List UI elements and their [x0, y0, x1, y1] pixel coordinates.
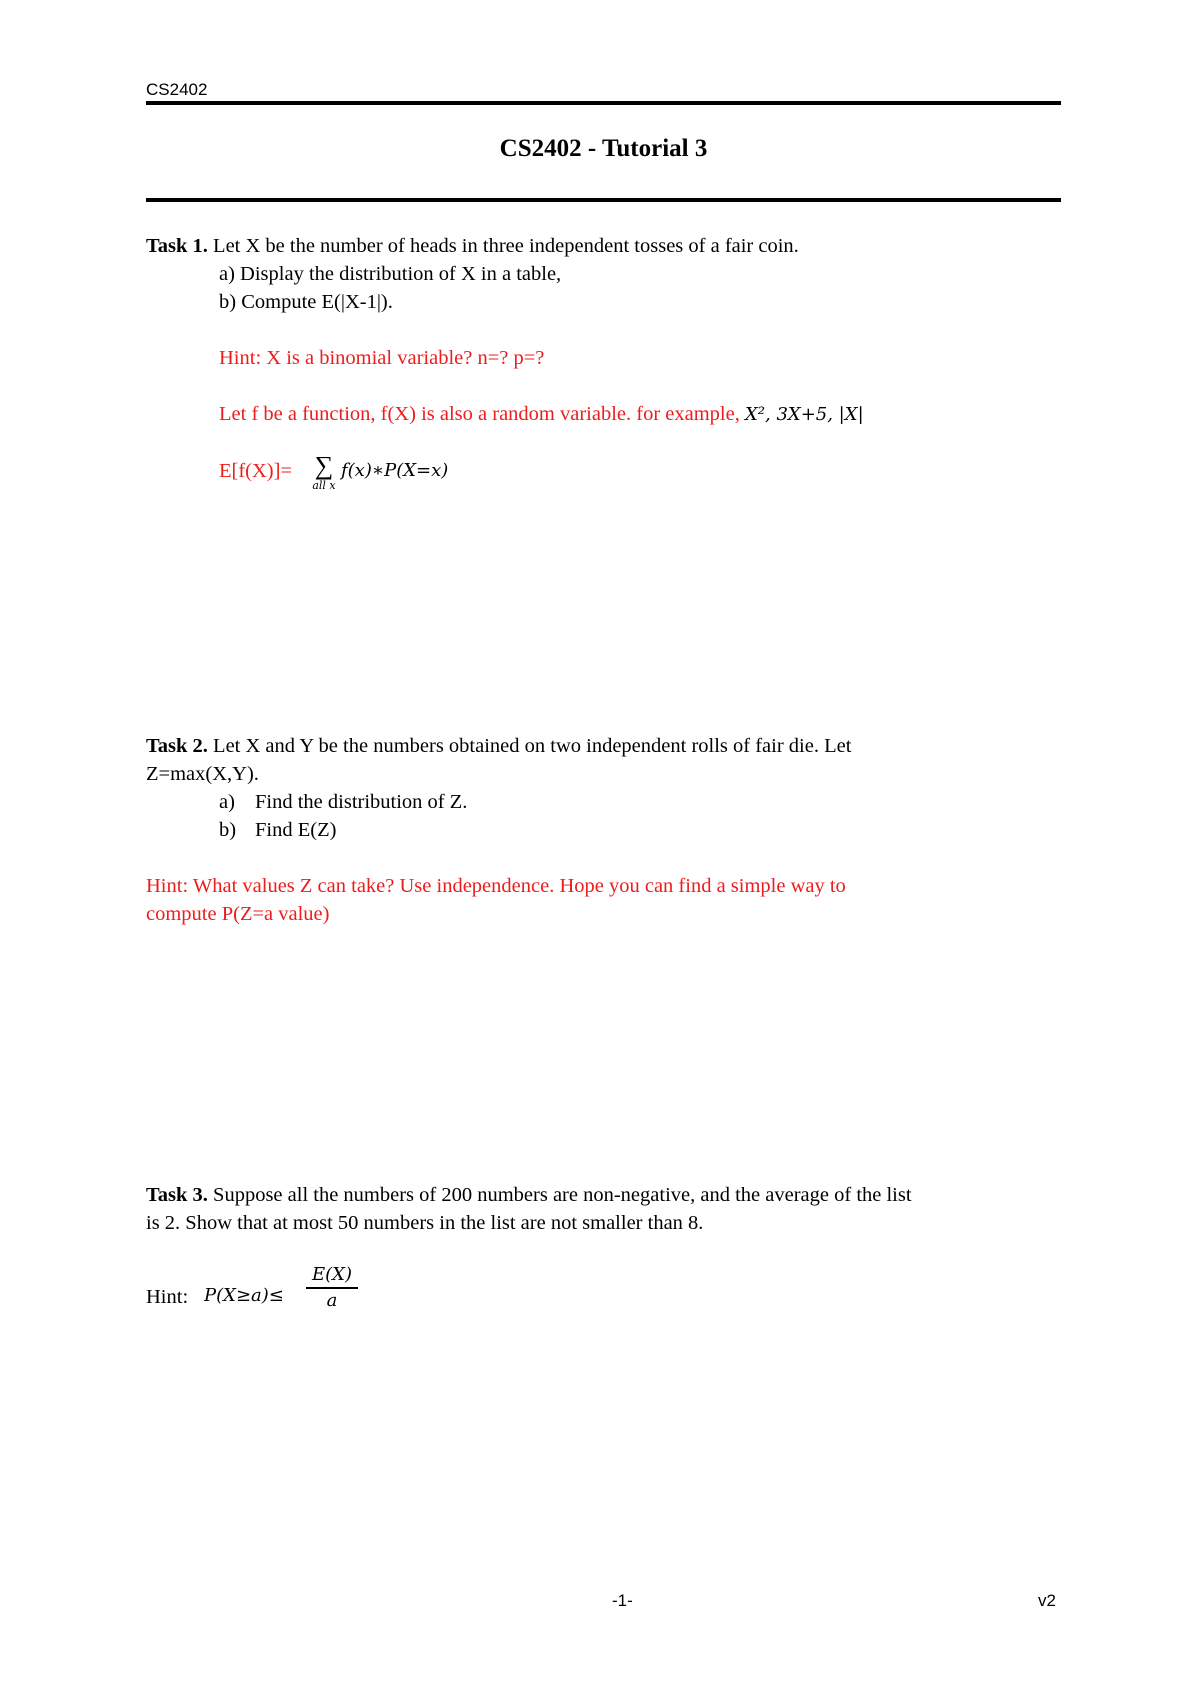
task1-expectation-prefix: E[f(X)]=	[219, 460, 293, 482]
task1-expectation-formula: f(x)∗P(X=x)	[341, 460, 449, 481]
fraction-bar	[306, 1287, 358, 1289]
task3-statement-line2: is 2. Show that at most 50 numbers in the list are not smaller than 8.	[146, 1212, 704, 1234]
task1-summation	[309, 452, 339, 492]
summation-symbol: ∑	[314, 451, 334, 480]
title-rule	[146, 198, 1061, 202]
task3-label: Task 3.	[146, 1184, 208, 1206]
task1-hint-binomial: Hint: X is a binomial variable? n=? p=?	[219, 347, 545, 369]
header-rule-top	[146, 101, 1061, 105]
page-title: CS2402 - Tutorial 3	[499, 135, 708, 162]
page-number: -1-	[612, 1591, 633, 1610]
running-header: CS2402	[146, 80, 208, 99]
summation-subscript: all x	[312, 479, 336, 492]
task2-hint-line2: compute P(Z=a value)	[146, 903, 330, 925]
task2-hint-line1: Hint: What values Z can take? Use independence. Hope you can find a simple way to	[146, 875, 846, 897]
task1-item-b: b) Compute E(|X-1|).	[219, 291, 393, 313]
task2-statement-line1	[146, 732, 851, 760]
task1-hint-function-math: X², 3X+5, |X|	[744, 404, 864, 425]
fraction-numerator: E(X)	[312, 1264, 352, 1285]
task1-item-a: a) Display the distribution of X in a table,	[219, 263, 562, 285]
task2-item-b: Find E(Z)	[255, 819, 337, 841]
task3-text: Suppose all the numbers of 200 numbers are non-negative, and the average of the list	[207, 1184, 912, 1206]
task1-hint-expectation	[219, 457, 292, 485]
task2-statement-line2: Z=max(X,Y).	[146, 763, 259, 785]
task2-item-a-marker: a)	[219, 791, 235, 813]
task1-hint-function-text: Let f be a function, f(X) is also a random variable. for example,	[219, 403, 745, 425]
task3-hint-lhs: P(X≥a)≤	[204, 1285, 284, 1306]
task3-hint-fraction	[304, 1264, 360, 1312]
task2-text: Let X and Y be the numbers obtained on two independent rolls of fair die. Let	[207, 735, 852, 757]
task2-label: Task 2.	[146, 735, 208, 757]
task3-statement-line1	[146, 1181, 912, 1209]
fraction-denominator: a	[326, 1290, 338, 1311]
task2-item-a: Find the distribution of Z.	[255, 791, 468, 813]
version-label: v2	[1038, 1591, 1056, 1610]
task3-hint-prefix: Hint:	[146, 1286, 189, 1308]
task1-hint-function	[219, 400, 864, 429]
task1-statement	[146, 232, 799, 260]
task2-item-b-marker: b)	[219, 819, 237, 841]
task1-text: Let X be the number of heads in three independent tosses of a fair coin.	[207, 235, 799, 257]
task1-label: Task 1.	[146, 235, 208, 257]
